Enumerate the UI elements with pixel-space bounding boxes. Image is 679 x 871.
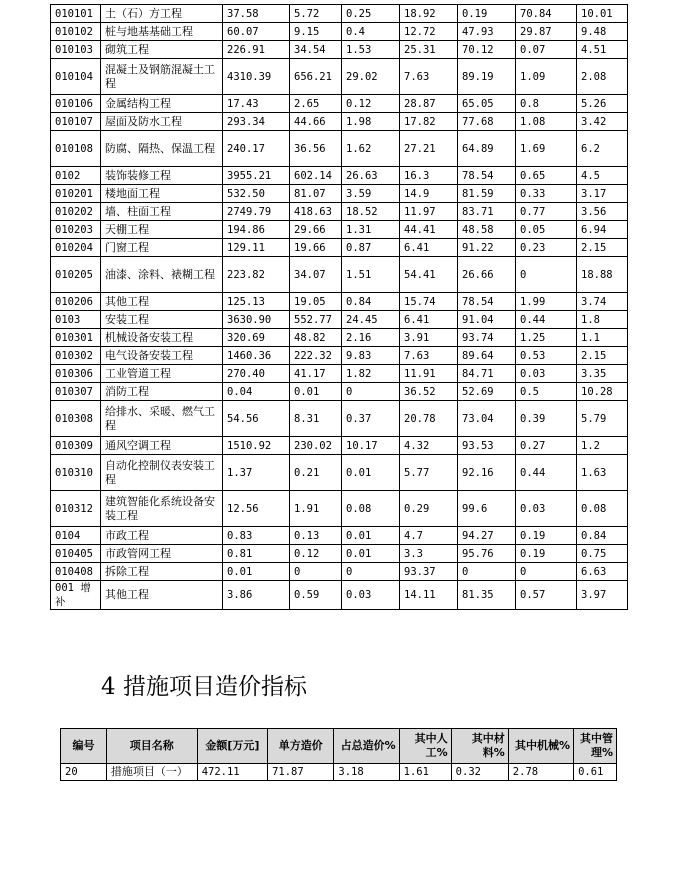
header-management: 其中管理% [574, 729, 617, 764]
cell-share-of-total: 18.52 [342, 203, 400, 221]
cell-unit-cost: 0.01 [290, 383, 342, 401]
cell-share-of-total: 0.87 [342, 239, 400, 257]
cell-material: 65.05 [458, 95, 516, 113]
cell-amount: 293.34 [223, 113, 290, 131]
table-row [51, 167, 628, 185]
cell-material: 93.53 [458, 437, 516, 455]
cell-unit-cost: 41.17 [290, 365, 342, 383]
cell-material: 84.71 [458, 365, 516, 383]
cell-code: 010408 [51, 563, 101, 581]
cell-material: 95.76 [458, 545, 516, 563]
table-row [51, 527, 628, 545]
cell-material: 0 [458, 563, 516, 581]
cell-material: 78.54 [458, 167, 516, 185]
cell-amount: 1510.92 [223, 437, 290, 455]
table-row [51, 203, 628, 221]
cell-share-of-total: 1.98 [342, 113, 400, 131]
cell-code: 010312 [51, 491, 101, 527]
cell-name: 桩与地基基础工程 [101, 23, 223, 41]
cell-name: 其他工程 [101, 293, 223, 311]
cell-name: 砌筑工程 [101, 41, 223, 59]
header-labor: 其中人工% [399, 729, 451, 764]
table-row [51, 95, 628, 113]
cell-code: 0103 [51, 311, 101, 329]
cell-labor: 3.3 [400, 545, 458, 563]
cell-code: 010308 [51, 401, 101, 437]
cell-machinery: 0.03 [516, 491, 577, 527]
cell-material: 91.04 [458, 311, 516, 329]
cell-management: 2.08 [577, 59, 628, 95]
cell-machinery: 70.84 [516, 5, 577, 23]
cell-code: 010201 [51, 185, 101, 203]
cell-code: 010202 [51, 203, 101, 221]
cell-material: 93.74 [458, 329, 516, 347]
table-row [51, 131, 628, 167]
cell-amount: 12.56 [223, 491, 290, 527]
cell-management: 0.84 [577, 527, 628, 545]
cell-amount: 3.86 [223, 581, 290, 610]
table-row [51, 113, 628, 131]
measures-header-row [61, 729, 617, 764]
cell-code: 010203 [51, 221, 101, 239]
cell-share-of-total: 0.08 [342, 491, 400, 527]
table-row [51, 59, 628, 95]
cell-code: 010307 [51, 383, 101, 401]
cell-unit-cost: 36.56 [290, 131, 342, 167]
cell-amount: 125.13 [223, 293, 290, 311]
cell-material: 89.64 [458, 347, 516, 365]
table-row [51, 257, 628, 293]
cell-name: 安装工程 [101, 311, 223, 329]
table-row [51, 5, 628, 23]
header-code: 编号 [61, 729, 107, 764]
cell-code: 010103 [51, 41, 101, 59]
cell-labor: 4.32 [400, 437, 458, 455]
cell-management: 18.88 [577, 257, 628, 293]
cell-amount: 226.91 [223, 41, 290, 59]
cell-management: 3.97 [577, 581, 628, 610]
cell-code: 010104 [51, 59, 101, 95]
cell-amount: 60.07 [223, 23, 290, 41]
cell-machinery: 0 [516, 257, 577, 293]
cell-amount: 0.83 [223, 527, 290, 545]
cell-amount: 3955.21 [223, 167, 290, 185]
cell-material: 77.68 [458, 113, 516, 131]
cell-material: 0.32 [451, 764, 508, 781]
cell-unit-cost: 0 [290, 563, 342, 581]
cell-unit-cost: 222.32 [290, 347, 342, 365]
cell-amount: 472.11 [197, 764, 267, 781]
cell-share-of-total: 0.01 [342, 455, 400, 491]
cell-material: 81.35 [458, 581, 516, 610]
cell-labor: 17.82 [400, 113, 458, 131]
cell-management: 2.15 [577, 347, 628, 365]
measures-table-body [61, 764, 617, 781]
cell-management: 3.42 [577, 113, 628, 131]
cell-code: 010310 [51, 455, 101, 491]
cell-material: 70.12 [458, 41, 516, 59]
cell-name: 工业管道工程 [101, 365, 223, 383]
cell-code: 010107 [51, 113, 101, 131]
cell-share-of-total: 0.01 [342, 545, 400, 563]
cell-labor: 16.3 [400, 167, 458, 185]
cell-unit-cost: 602.14 [290, 167, 342, 185]
cell-labor: 20.78 [400, 401, 458, 437]
cell-machinery: 0.03 [516, 365, 577, 383]
cell-share-of-total: 1.53 [342, 41, 400, 59]
cell-code: 20 [61, 764, 107, 781]
cell-unit-cost: 48.82 [290, 329, 342, 347]
cell-name: 土（石）方工程 [101, 5, 223, 23]
cell-material: 48.58 [458, 221, 516, 239]
section-heading: 4 措施项目造价指标 [101, 674, 307, 700]
cell-unit-cost: 29.66 [290, 221, 342, 239]
cell-machinery: 0.57 [516, 581, 577, 610]
table-row [51, 185, 628, 203]
table-row [51, 311, 628, 329]
cell-machinery: 0.39 [516, 401, 577, 437]
cell-unit-cost: 2.65 [290, 95, 342, 113]
cell-labor: 3.91 [400, 329, 458, 347]
cell-code: 010106 [51, 95, 101, 113]
cell-share-of-total: 0.84 [342, 293, 400, 311]
cell-machinery: 0.27 [516, 437, 577, 455]
table-row [51, 563, 628, 581]
cell-code: 001 增补 [51, 581, 101, 610]
cell-machinery: 0.44 [516, 455, 577, 491]
cell-unit-cost: 418.63 [290, 203, 342, 221]
cell-unit-cost: 34.07 [290, 257, 342, 293]
cell-management: 10.01 [577, 5, 628, 23]
cell-share-of-total: 1.31 [342, 221, 400, 239]
cell-share-of-total: 1.62 [342, 131, 400, 167]
cell-amount: 1460.36 [223, 347, 290, 365]
cell-name: 金属结构工程 [101, 95, 223, 113]
cell-share-of-total: 3.18 [334, 764, 399, 781]
cell-machinery: 1.69 [516, 131, 577, 167]
header-machinery: 其中机械% [508, 729, 573, 764]
cell-material: 94.27 [458, 527, 516, 545]
cell-unit-cost: 0.12 [290, 545, 342, 563]
table-row [51, 329, 628, 347]
cell-share-of-total: 26.63 [342, 167, 400, 185]
cell-labor: 25.31 [400, 41, 458, 59]
cell-labor: 93.37 [400, 563, 458, 581]
cell-machinery: 0.33 [516, 185, 577, 203]
cell-amount: 532.50 [223, 185, 290, 203]
cell-machinery: 0.53 [516, 347, 577, 365]
cell-management: 10.28 [577, 383, 628, 401]
cell-code: 010302 [51, 347, 101, 365]
cell-code: 010204 [51, 239, 101, 257]
table-row [51, 365, 628, 383]
cell-name: 天棚工程 [101, 221, 223, 239]
cell-labor: 15.74 [400, 293, 458, 311]
cell-labor: 36.52 [400, 383, 458, 401]
table-row [51, 545, 628, 563]
cell-management: 3.17 [577, 185, 628, 203]
cell-code: 010309 [51, 437, 101, 455]
cell-code: 010108 [51, 131, 101, 167]
cell-name: 电气设备安装工程 [101, 347, 223, 365]
cell-labor: 4.7 [400, 527, 458, 545]
cell-share-of-total: 3.59 [342, 185, 400, 203]
cell-amount: 1.37 [223, 455, 290, 491]
cell-name: 其他工程 [101, 581, 223, 610]
table-row [51, 491, 628, 527]
cell-machinery: 0.23 [516, 239, 577, 257]
cell-labor: 14.9 [400, 185, 458, 203]
cell-management: 3.35 [577, 365, 628, 383]
cell-labor: 11.91 [400, 365, 458, 383]
cell-machinery: 0 [516, 563, 577, 581]
cell-management: 3.74 [577, 293, 628, 311]
cell-labor: 44.41 [400, 221, 458, 239]
cell-share-of-total: 0.12 [342, 95, 400, 113]
header-material: 其中材料% [451, 729, 508, 764]
cell-share-of-total: 0.03 [342, 581, 400, 610]
cell-share-of-total: 0.01 [342, 527, 400, 545]
cell-amount: 194.86 [223, 221, 290, 239]
cell-labor: 0.29 [400, 491, 458, 527]
cell-amount: 2749.79 [223, 203, 290, 221]
cell-unit-cost: 71.87 [268, 764, 334, 781]
cell-machinery: 1.99 [516, 293, 577, 311]
cell-labor: 14.11 [400, 581, 458, 610]
cell-labor: 28.87 [400, 95, 458, 113]
table-row [51, 293, 628, 311]
cell-code: 0102 [51, 167, 101, 185]
cell-share-of-total: 0.37 [342, 401, 400, 437]
cell-material: 83.71 [458, 203, 516, 221]
cell-unit-cost: 656.21 [290, 59, 342, 95]
cell-machinery: 0.77 [516, 203, 577, 221]
cell-code: 010205 [51, 257, 101, 293]
cell-material: 92.16 [458, 455, 516, 491]
cost-index-table-body [51, 5, 628, 610]
cell-management: 2.15 [577, 239, 628, 257]
cell-amount: 320.69 [223, 329, 290, 347]
cell-share-of-total: 0.25 [342, 5, 400, 23]
cell-machinery: 1.08 [516, 113, 577, 131]
cell-amount: 270.40 [223, 365, 290, 383]
cell-material: 89.19 [458, 59, 516, 95]
cell-labor: 54.41 [400, 257, 458, 293]
cell-management: 5.79 [577, 401, 628, 437]
cell-amount: 54.56 [223, 401, 290, 437]
cell-machinery: 1.25 [516, 329, 577, 347]
cell-code: 010102 [51, 23, 101, 41]
cell-machinery: 0.65 [516, 167, 577, 185]
cell-management: 0.61 [574, 764, 617, 781]
cell-machinery: 1.09 [516, 59, 577, 95]
cell-amount: 223.82 [223, 257, 290, 293]
cell-name: 混凝土及钢筋混凝土工程 [101, 59, 223, 95]
cell-unit-cost: 552.77 [290, 311, 342, 329]
cell-management: 0.75 [577, 545, 628, 563]
cell-unit-cost: 0.13 [290, 527, 342, 545]
cell-name: 通风空调工程 [101, 437, 223, 455]
cell-share-of-total: 1.51 [342, 257, 400, 293]
table-row [51, 581, 628, 610]
cell-name: 防腐、隔热、保温工程 [101, 131, 223, 167]
table-row [51, 23, 628, 41]
cell-name: 给排水、采暖、燃气工程 [101, 401, 223, 437]
cell-labor: 6.41 [400, 311, 458, 329]
header-item-name: 项目名称 [106, 729, 197, 764]
cost-index-table [50, 4, 628, 610]
cell-material: 0.19 [458, 5, 516, 23]
cell-amount: 0.81 [223, 545, 290, 563]
cell-name: 自动化控制仪表安装工程 [101, 455, 223, 491]
cell-name: 楼地面工程 [101, 185, 223, 203]
cell-code: 010101 [51, 5, 101, 23]
cell-share-of-total: 0 [342, 383, 400, 401]
cell-machinery: 0.44 [516, 311, 577, 329]
table-row [51, 41, 628, 59]
cell-name: 市政管网工程 [101, 545, 223, 563]
cell-share-of-total: 0.4 [342, 23, 400, 41]
cell-labor: 12.72 [400, 23, 458, 41]
cell-management: 1.63 [577, 455, 628, 491]
cell-management: 0.08 [577, 491, 628, 527]
cell-share-of-total: 29.02 [342, 59, 400, 95]
cell-labor: 1.61 [399, 764, 451, 781]
cell-labor: 7.63 [400, 347, 458, 365]
cell-material: 81.59 [458, 185, 516, 203]
cell-amount: 4310.39 [223, 59, 290, 95]
cell-code: 010306 [51, 365, 101, 383]
cell-code: 010405 [51, 545, 101, 563]
cell-name: 油漆、涂料、裱糊工程 [101, 257, 223, 293]
cell-amount: 37.58 [223, 5, 290, 23]
cell-share-of-total: 10.17 [342, 437, 400, 455]
cell-code: 010301 [51, 329, 101, 347]
cell-unit-cost: 0.21 [290, 455, 342, 491]
cell-management: 1.2 [577, 437, 628, 455]
cell-material: 91.22 [458, 239, 516, 257]
cell-labor: 18.92 [400, 5, 458, 23]
cell-management: 6.63 [577, 563, 628, 581]
cell-amount: 0.01 [223, 563, 290, 581]
cell-labor: 27.21 [400, 131, 458, 167]
cell-machinery: 29.87 [516, 23, 577, 41]
cell-share-of-total: 2.16 [342, 329, 400, 347]
cell-code: 0104 [51, 527, 101, 545]
table-row [61, 764, 617, 781]
cell-unit-cost: 9.15 [290, 23, 342, 41]
cell-management: 9.48 [577, 23, 628, 41]
cell-amount: 129.11 [223, 239, 290, 257]
table-row [51, 401, 628, 437]
cell-machinery: 0.5 [516, 383, 577, 401]
cell-machinery: 0.8 [516, 95, 577, 113]
cell-amount: 17.43 [223, 95, 290, 113]
cell-name: 措施项目（一） [106, 764, 197, 781]
cell-share-of-total: 1.82 [342, 365, 400, 383]
cell-amount: 240.17 [223, 131, 290, 167]
measures-cost-table [60, 728, 617, 781]
cell-name: 市政工程 [101, 527, 223, 545]
table-row [51, 437, 628, 455]
cell-unit-cost: 5.72 [290, 5, 342, 23]
cell-machinery: 0.07 [516, 41, 577, 59]
cell-management: 5.26 [577, 95, 628, 113]
cell-management: 4.5 [577, 167, 628, 185]
cell-labor: 11.97 [400, 203, 458, 221]
cell-unit-cost: 81.07 [290, 185, 342, 203]
cell-unit-cost: 230.02 [290, 437, 342, 455]
cell-name: 装饰装修工程 [101, 167, 223, 185]
table-row [51, 347, 628, 365]
cell-management: 6.94 [577, 221, 628, 239]
cell-amount: 3630.90 [223, 311, 290, 329]
table-row [51, 221, 628, 239]
cell-unit-cost: 44.66 [290, 113, 342, 131]
cell-management: 3.56 [577, 203, 628, 221]
cell-unit-cost: 0.59 [290, 581, 342, 610]
cell-unit-cost: 19.05 [290, 293, 342, 311]
cell-name: 消防工程 [101, 383, 223, 401]
cell-material: 26.66 [458, 257, 516, 293]
cell-name: 拆除工程 [101, 563, 223, 581]
cell-share-of-total: 9.83 [342, 347, 400, 365]
cell-machinery: 2.78 [508, 764, 573, 781]
cell-name: 机械设备安装工程 [101, 329, 223, 347]
header-amount: 金额[万元] [197, 729, 267, 764]
cell-labor: 6.41 [400, 239, 458, 257]
cell-unit-cost: 19.66 [290, 239, 342, 257]
cell-material: 52.69 [458, 383, 516, 401]
cell-name: 屋面及防水工程 [101, 113, 223, 131]
cell-management: 4.51 [577, 41, 628, 59]
cell-name: 门窗工程 [101, 239, 223, 257]
header-unit-cost: 单方造价 [268, 729, 334, 764]
cell-management: 6.2 [577, 131, 628, 167]
cell-share-of-total: 24.45 [342, 311, 400, 329]
cell-amount: 0.04 [223, 383, 290, 401]
cell-labor: 5.77 [400, 455, 458, 491]
cell-material: 47.93 [458, 23, 516, 41]
header-share-of-total: 占总造价% [334, 729, 399, 764]
cell-material: 64.89 [458, 131, 516, 167]
cell-labor: 7.63 [400, 59, 458, 95]
cell-material: 99.6 [458, 491, 516, 527]
cell-code: 010206 [51, 293, 101, 311]
cell-material: 73.04 [458, 401, 516, 437]
cell-material: 78.54 [458, 293, 516, 311]
cell-machinery: 0.05 [516, 221, 577, 239]
cell-management: 1.1 [577, 329, 628, 347]
cell-unit-cost: 8.31 [290, 401, 342, 437]
cell-name: 墙、柱面工程 [101, 203, 223, 221]
cell-management: 1.8 [577, 311, 628, 329]
cell-machinery: 0.19 [516, 527, 577, 545]
cell-machinery: 0.19 [516, 545, 577, 563]
table-row [51, 383, 628, 401]
table-row [51, 455, 628, 491]
table-row [51, 239, 628, 257]
cell-share-of-total: 0 [342, 563, 400, 581]
cell-unit-cost: 34.54 [290, 41, 342, 59]
cell-name: 建筑智能化系统设备安装工程 [101, 491, 223, 527]
cell-unit-cost: 1.91 [290, 491, 342, 527]
